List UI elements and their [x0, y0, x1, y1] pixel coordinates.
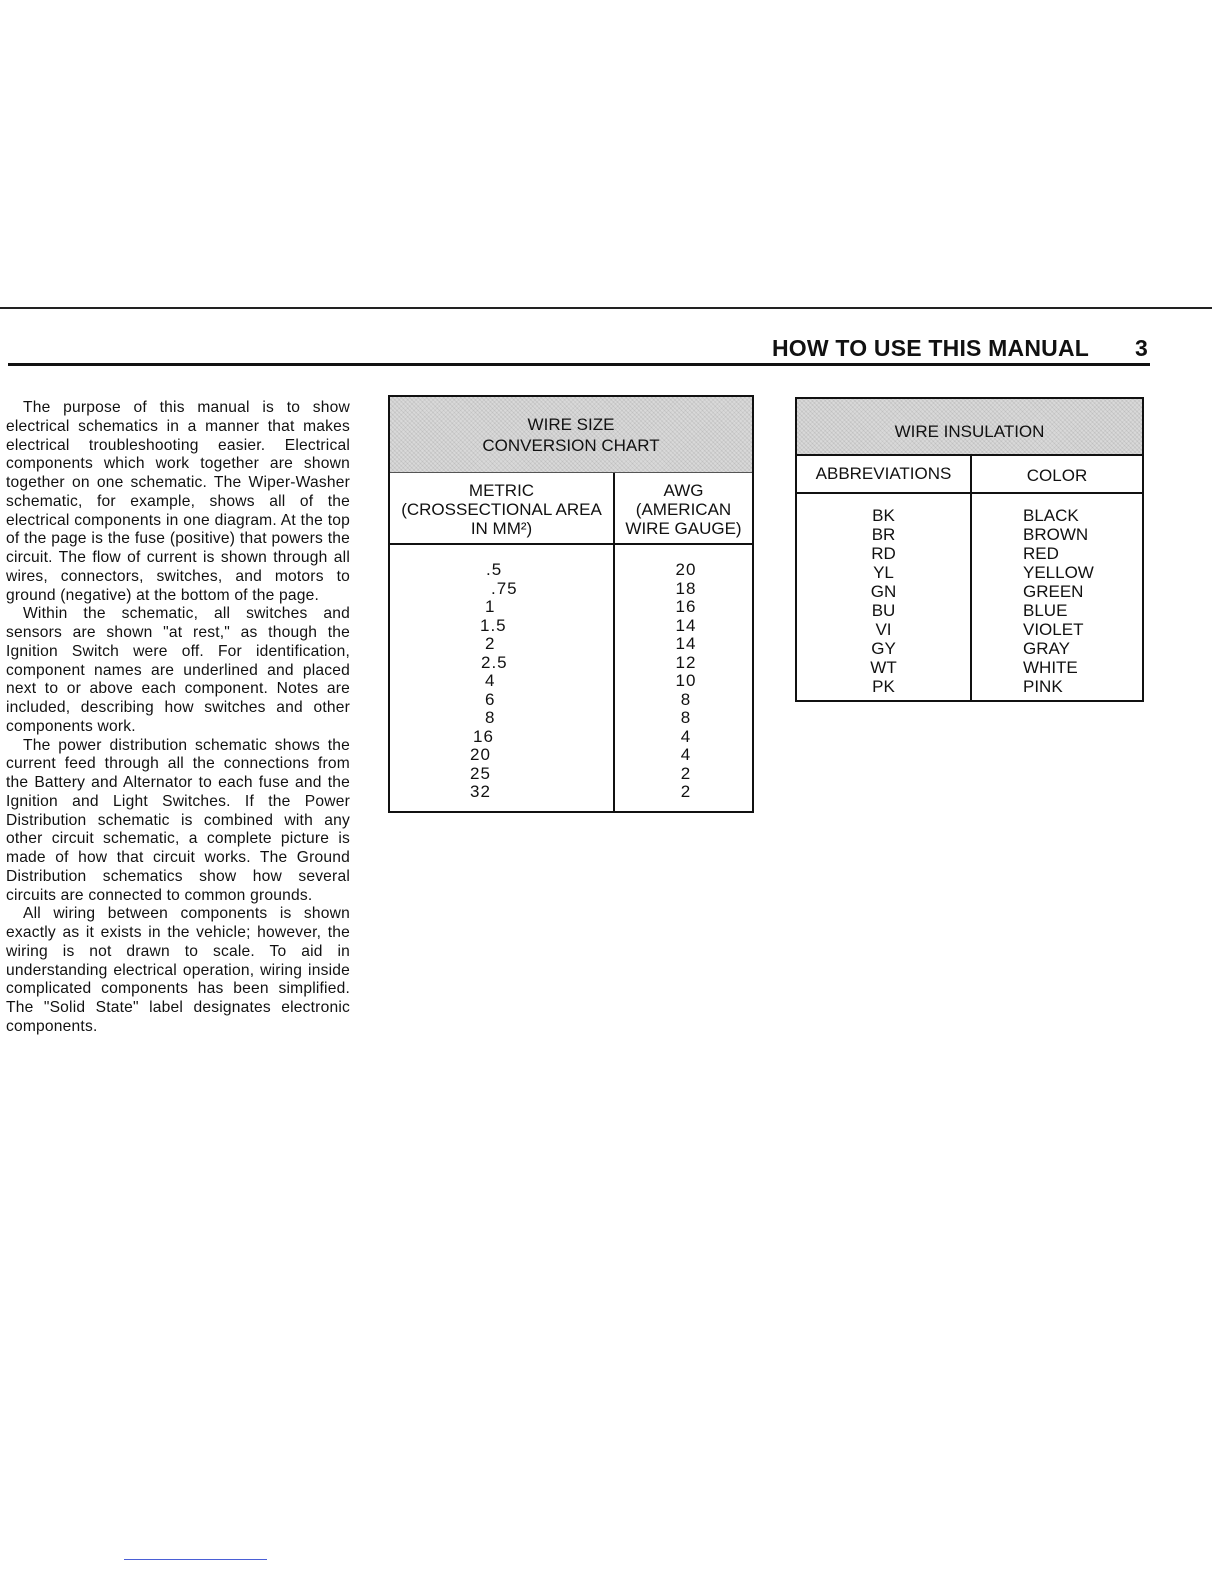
wire-size-conversion-table	[388, 395, 754, 813]
abbreviation-cell: GY	[871, 639, 896, 658]
top-page-rule	[0, 307, 1212, 309]
metric-cell: 1.5	[480, 615, 507, 635]
color-column-header: COLOR	[1026, 466, 1088, 485]
awg-cell: 16	[675, 597, 697, 616]
metric-cell: 16	[473, 726, 494, 746]
wire-size-title-line: WIRE SIZE	[527, 415, 615, 434]
body-text	[6, 399, 350, 1037]
awg-cell: 12	[675, 652, 697, 672]
abbreviation-cell: RD	[871, 544, 896, 563]
awg-column-header	[615, 481, 752, 538]
metric-cell: 8	[485, 708, 496, 727]
awg-cell: 2	[680, 782, 692, 801]
awg-cell: 8	[680, 708, 692, 727]
header-divider	[797, 492, 1142, 494]
metric-cell: 6	[485, 689, 496, 709]
color-cell: PINK	[1023, 677, 1063, 696]
metric-cell: .5	[486, 560, 503, 579]
wire-size-table-title	[390, 397, 752, 473]
footer-underline	[124, 1559, 267, 1560]
metric-cell: 1	[485, 597, 496, 616]
awg-cell: 4	[680, 745, 692, 764]
metric-cell: 2.5	[481, 652, 508, 672]
header-line: WIRE GAUGE)	[625, 519, 742, 538]
header-line: METRIC	[468, 481, 535, 500]
abbreviation-cell: VI	[875, 620, 892, 639]
metric-cell: 4	[485, 671, 496, 690]
color-cell: RED	[1023, 544, 1059, 563]
awg-cell: 4	[680, 726, 692, 746]
abbreviations-column-header: ABBREVIATIONS	[815, 464, 952, 483]
metric-cell: 2	[485, 634, 496, 653]
header-line: AWG	[663, 481, 704, 500]
awg-values	[616, 561, 756, 802]
header-line: (CROSSECTIONAL AREA	[401, 500, 602, 519]
metric-cell: 32	[470, 782, 491, 801]
header-rule	[8, 363, 1150, 366]
awg-cell: 14	[675, 634, 697, 653]
color-cell: BLUE	[1023, 601, 1068, 620]
color-cell: WHITE	[1023, 658, 1078, 677]
header-line: (AMERICAN	[635, 500, 732, 519]
metric-values	[470, 561, 550, 802]
awg-cell: 18	[675, 578, 697, 598]
abbreviation-cell: BK	[872, 506, 895, 525]
metric-cell: .75	[491, 578, 518, 598]
color-cell: BROWN	[1023, 525, 1089, 544]
paragraph: Within the schematic, all switches and sensors are shown "at rest," as though the Ignition Switch were off. For identification, component names are underlined and placed next to or above each component. Notes are included, describing how switches and other components work.	[6, 605, 350, 735]
color-cell: VIOLET	[1023, 620, 1084, 639]
metric-column-header	[390, 481, 613, 538]
awg-cell: 14	[675, 615, 697, 635]
wire-insulation-table-title: WIRE INSULATION	[797, 399, 1142, 456]
color-cell: GRAY	[1023, 639, 1070, 658]
abbreviation-cell: PK	[872, 677, 895, 696]
color-cell: GREEN	[1023, 582, 1084, 601]
page-number: 3	[1135, 335, 1148, 361]
header-divider	[390, 543, 752, 545]
awg-cell: 20	[675, 560, 697, 579]
metric-cell: 25	[470, 763, 491, 783]
abbreviation-cell: WT	[870, 658, 897, 677]
abbreviation-cell: BR	[871, 525, 896, 544]
paragraph: All wiring between components is shown exactly as it exists in the vehicle; however, the wiring is not drawn to scale. To aid in understanding electrical operation, wiring inside complicated components has been simplified. The "Solid State" label designates electronic components.	[6, 905, 350, 1035]
paragraph: The purpose of this manual is to show electrical schematics in a manner that makes electrical troubleshooting easier. Electrical components which work together are shown together on one schematic. The Wiper-Washer schematic, for example, shows all of the electrical components in one diagram. At the top of the page is the fuse (positive) that powers the circuit. The flow of current is shown through all wires, connectors, switches, and motors to ground (negative) at the bottom of the page.	[6, 399, 350, 604]
abbreviation-values	[797, 506, 970, 696]
awg-cell: 2	[680, 763, 692, 783]
color-cell: BLACK	[1023, 506, 1079, 525]
wire-size-title-line: CONVERSION CHART	[482, 436, 660, 455]
metric-cell: 20	[470, 745, 491, 764]
abbreviation-cell: GN	[870, 582, 897, 601]
abbreviation-cell: YL	[873, 563, 894, 582]
abbreviation-cell: BU	[871, 601, 896, 620]
wire-insulation-table	[795, 397, 1144, 702]
color-cell: YELLOW	[1023, 563, 1094, 582]
section-title: HOW TO USE THIS MANUAL	[772, 335, 1090, 361]
header-line: IN MM²)	[470, 519, 533, 538]
awg-cell: 10	[675, 671, 697, 690]
paragraph: The power distribution schematic shows the current feed through all the connections from the Battery and Alternator to each fuse and the Ignition and Light Switches. If the Power Distribution schematic is combined with any other circuit schematic, a complete picture is made of how that circuit works. The Ground Distribution schematics show how several circuits are connected to common grounds.	[6, 736, 350, 904]
awg-cell: 8	[680, 689, 692, 709]
color-values	[1023, 506, 1143, 696]
